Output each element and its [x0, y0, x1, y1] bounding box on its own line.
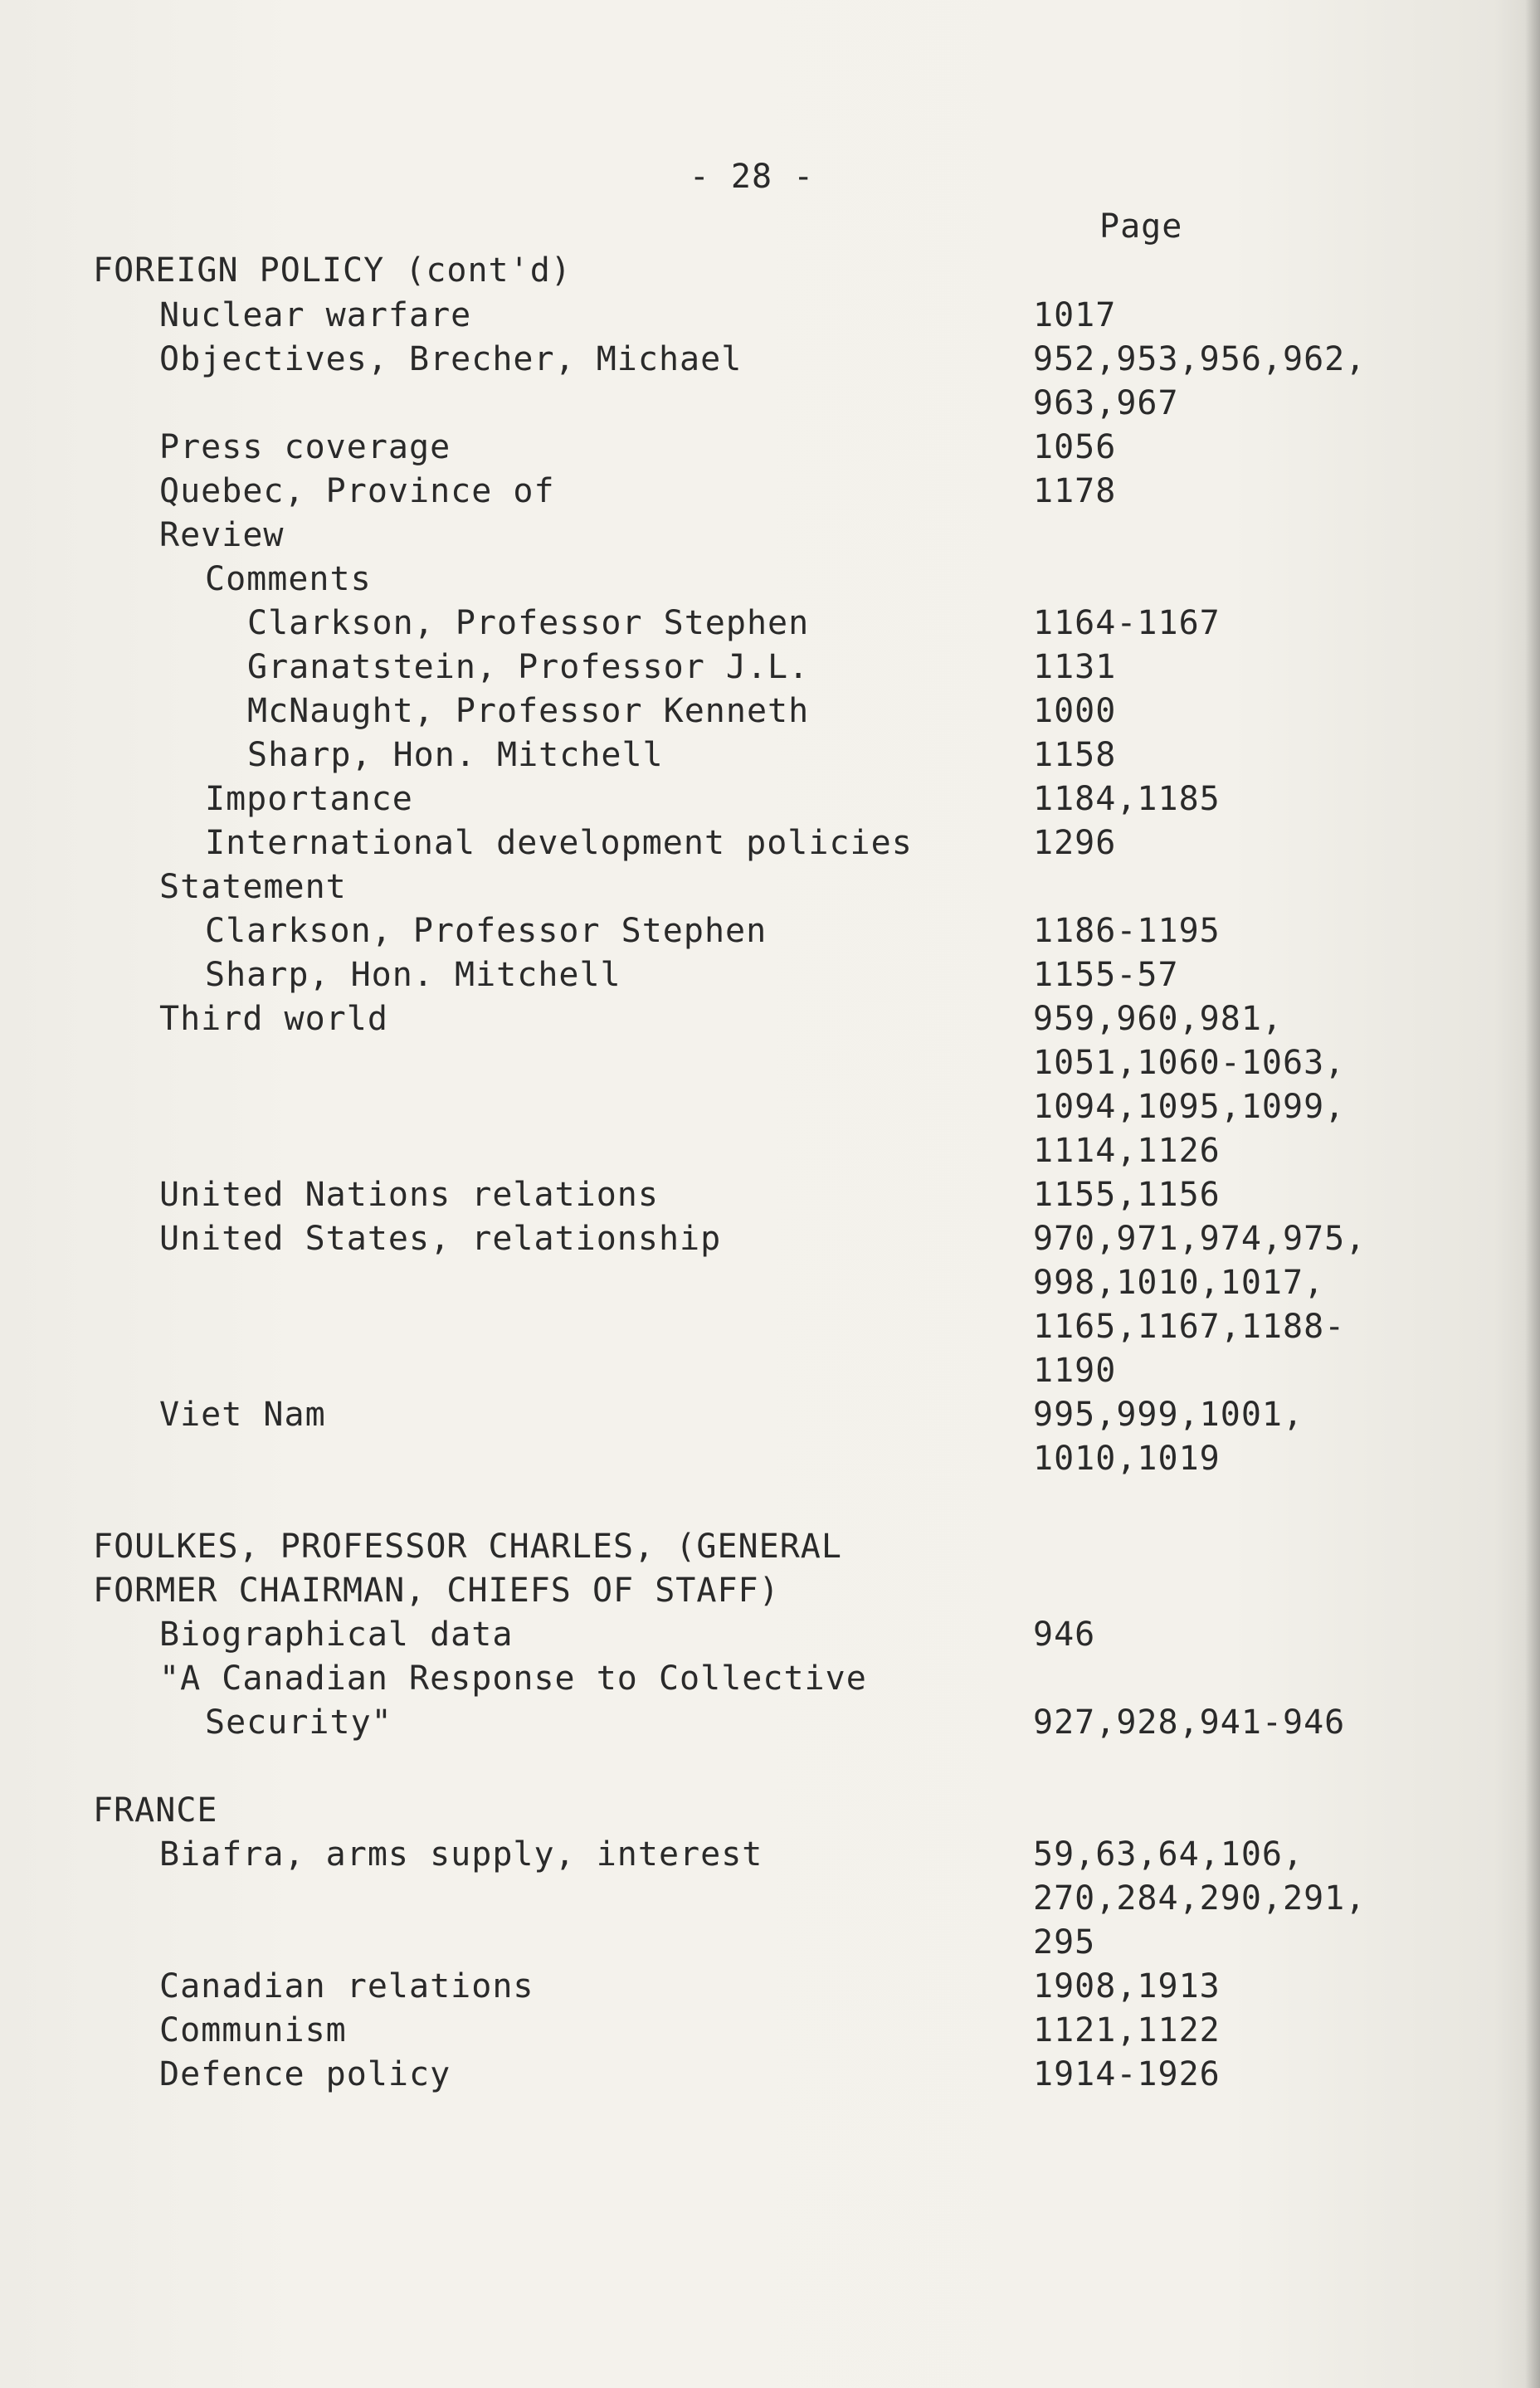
entry-pages: 270,284,290,291,: [1033, 1879, 1367, 1918]
index-entry: [0, 1613, 1540, 1657]
entry-pages: 295: [1033, 1923, 1096, 1962]
index-entry: [0, 733, 1540, 777]
entry-spacer: [0, 1481, 1540, 1525]
entry-pages: 1908,1913: [1033, 1967, 1221, 2005]
entry-pages: 1017: [1033, 296, 1117, 334]
entry-pages: 59,63,64,106,: [1033, 1835, 1304, 1874]
index-entry: [0, 690, 1540, 733]
index-entries: [0, 294, 1540, 2097]
index-entry: [0, 1525, 1540, 1569]
section-heading: FOREIGN POLICY (cont'd): [93, 251, 572, 290]
entry-term: Granatstein, Professor J.L.: [247, 648, 810, 686]
index-entry: [0, 1965, 1540, 2009]
index-entry: [0, 1217, 1540, 1261]
entry-term: Clarkson, Professor Stephen: [205, 912, 768, 950]
index-entry: [0, 1789, 1540, 1833]
index-entry: [0, 338, 1540, 382]
entry-pages: 1190: [1033, 1352, 1117, 1390]
entry-term: Importance: [205, 780, 413, 818]
index-entry: [0, 382, 1540, 426]
entry-term: Review: [159, 516, 285, 554]
entry-term: Biographical data: [159, 1616, 514, 1654]
entry-pages: 998,1010,1017,: [1033, 1264, 1325, 1302]
entry-term: United Nations relations: [159, 1176, 659, 1214]
entry-term: Sharp, Hon. Mitchell: [247, 736, 664, 774]
index-entry: [0, 1173, 1540, 1217]
entry-pages: 1094,1095,1099,: [1033, 1088, 1346, 1126]
entry-pages: 1155,1156: [1033, 1176, 1221, 1214]
entry-term: Nuclear warfare: [159, 296, 472, 334]
index-entry: [0, 997, 1540, 1041]
entry-term: Biafra, arms supply, interest: [159, 1835, 763, 1874]
entry-pages: 1186-1195: [1033, 912, 1221, 950]
entry-term: International development policies: [205, 824, 913, 862]
page-column-header: Page: [1099, 207, 1183, 246]
entry-term: Viet Nam: [159, 1396, 326, 1434]
index-entry: [0, 294, 1540, 338]
entry-pages: 1121,1122: [1033, 2011, 1221, 2049]
entry-pages: 1051,1060-1063,: [1033, 1044, 1346, 1082]
index-entry: [0, 821, 1540, 865]
index-entry: [0, 1437, 1540, 1481]
index-entry: [0, 646, 1540, 690]
entry-term: McNaught, Professor Kenneth: [247, 692, 810, 730]
index-entry: [0, 865, 1540, 909]
index-entry: [0, 426, 1540, 470]
entry-pages: 952,953,956,962,: [1033, 340, 1367, 378]
index-entry: [0, 1129, 1540, 1173]
index-entry: [0, 1877, 1540, 1921]
entry-term: United States, relationship: [159, 1220, 722, 1258]
page-number: - 28 -: [689, 158, 815, 196]
entry-term: Objectives, Brecher, Michael: [159, 340, 743, 378]
index-entry: [0, 953, 1540, 997]
entry-pages: 995,999,1001,: [1033, 1396, 1304, 1434]
entry-term: "A Canadian Response to Collective: [159, 1659, 867, 1698]
index-entry: [0, 558, 1540, 602]
index-entry: [0, 1701, 1540, 1745]
entry-term: Security": [205, 1703, 392, 1742]
index-entry: [0, 909, 1540, 953]
index-entry: [0, 1657, 1540, 1701]
index-entry: [0, 470, 1540, 514]
entry-pages: 1178: [1033, 472, 1117, 510]
entry-pages: 1155-57: [1033, 956, 1179, 994]
entry-term: Communism: [159, 2011, 347, 2049]
entry-pages: 1165,1167,1188-: [1033, 1308, 1346, 1346]
entry-pages: 963,967: [1033, 384, 1179, 422]
entry-pages: 1056: [1033, 428, 1117, 466]
index-entry: [0, 602, 1540, 646]
index-entry: [0, 2053, 1540, 2097]
index-entry: [0, 2009, 1540, 2053]
index-entry: [0, 1393, 1540, 1437]
entry-term: FORMER CHAIRMAN, CHIEFS OF STAFF): [93, 1572, 780, 1610]
entry-term: Comments: [205, 560, 372, 598]
index-entry: [0, 777, 1540, 821]
index-entry: [0, 1041, 1540, 1085]
index-entry: [0, 514, 1540, 558]
entry-pages: 1010,1019: [1033, 1440, 1221, 1478]
index-entry: [0, 1085, 1540, 1129]
entry-term: Third world: [159, 1000, 388, 1038]
entry-term: Press coverage: [159, 428, 451, 466]
entry-spacer: [0, 1745, 1540, 1789]
entry-pages: 970,971,974,975,: [1033, 1220, 1367, 1258]
index-entry: [0, 1305, 1540, 1349]
entry-term: Sharp, Hon. Mitchell: [205, 956, 621, 994]
entry-pages: 1296: [1033, 824, 1117, 862]
entry-term: Clarkson, Professor Stephen: [247, 604, 810, 642]
entry-term: Canadian relations: [159, 1967, 534, 2005]
entry-pages: 959,960,981,: [1033, 1000, 1283, 1038]
entry-pages: 1131: [1033, 648, 1117, 686]
entry-term: Quebec, Province of: [159, 472, 555, 510]
entry-term: Defence policy: [159, 2055, 451, 2093]
index-entry: [0, 1349, 1540, 1393]
entry-pages: 946: [1033, 1616, 1096, 1654]
entry-term: FRANCE: [93, 1791, 218, 1830]
entry-pages: 1164-1167: [1033, 604, 1221, 642]
entry-pages: 1158: [1033, 736, 1117, 774]
entry-pages: 1184,1185: [1033, 780, 1221, 818]
entry-pages: 927,928,941-946: [1033, 1703, 1346, 1742]
index-entry: [0, 1921, 1540, 1965]
index-entry: [0, 1569, 1540, 1613]
entry-pages: 1114,1126: [1033, 1132, 1221, 1170]
entry-term: Statement: [159, 868, 347, 906]
entry-pages: 1000: [1033, 692, 1117, 730]
index-entry: [0, 1261, 1540, 1305]
entry-pages: 1914-1926: [1033, 2055, 1221, 2093]
entry-term: FOULKES, PROFESSOR CHARLES, (GENERAL: [93, 1528, 842, 1566]
index-entry: [0, 1833, 1540, 1877]
